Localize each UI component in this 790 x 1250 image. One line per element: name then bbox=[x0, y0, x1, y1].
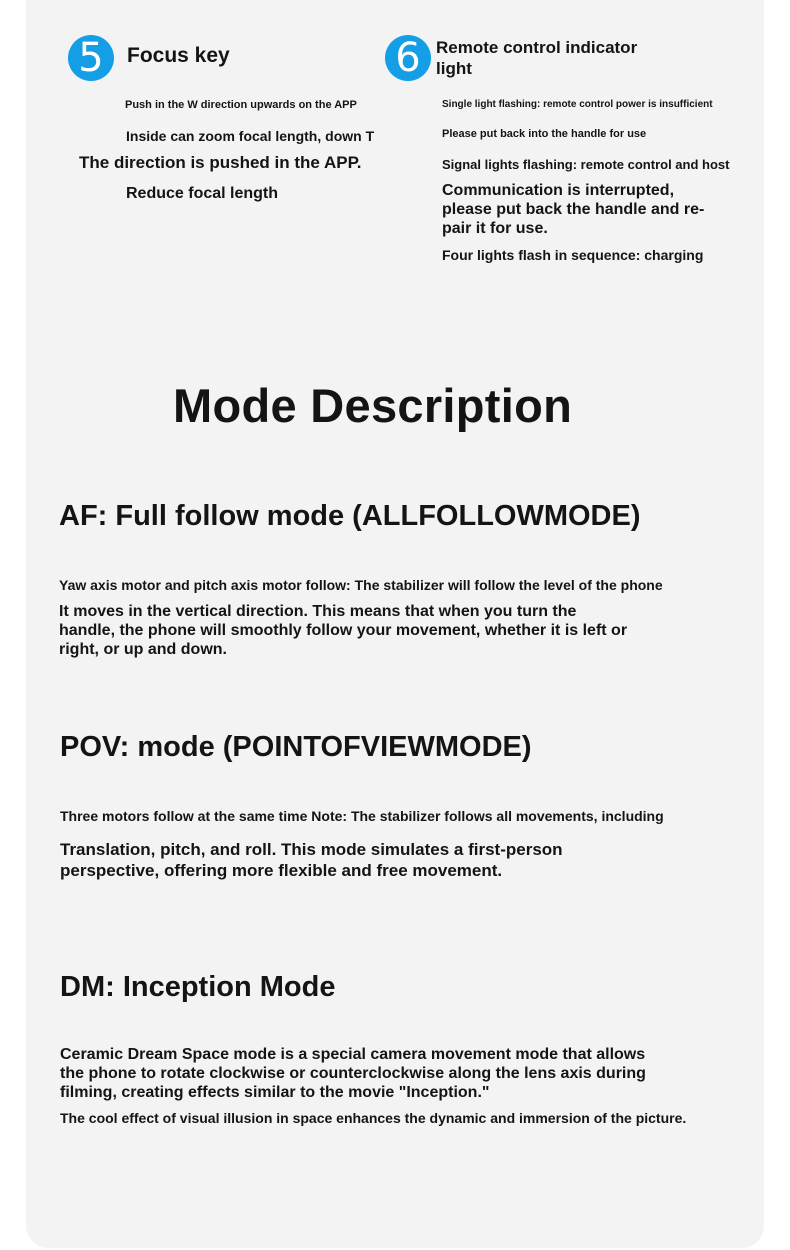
remote-light-line-3: Signal lights flashing: remote control and host bbox=[442, 157, 730, 172]
number-badge-5: 5 bbox=[68, 35, 114, 81]
section-title: Mode Description bbox=[173, 379, 573, 432]
remote-light-line-6: pair it for use. bbox=[442, 220, 548, 237]
number-badge-6: 6 bbox=[385, 35, 431, 81]
af-mode-paragraph bbox=[59, 602, 627, 659]
remote-light-title bbox=[436, 37, 637, 79]
remote-light-line-5: please put back the handle and re- bbox=[442, 201, 705, 218]
af-mode-line-1: It moves in the vertical direction. This means that when you turn the bbox=[59, 603, 577, 620]
af-mode-heading: AF: Full follow mode (ALLFOLLOWMODE) bbox=[59, 500, 641, 532]
remote-light-line-2: Please put back into the handle for use bbox=[442, 128, 647, 140]
remote-light-line-7: Four lights flash in sequence: charging bbox=[442, 247, 704, 263]
focus-key-line-3: The direction is pushed in the APP. bbox=[79, 153, 362, 172]
af-mode-line-2: handle, the phone will smoothly follow your movement, whether it is left or bbox=[59, 622, 628, 639]
remote-light-title-line-2: light bbox=[436, 59, 472, 78]
af-mode-note: Yaw axis motor and pitch axis motor follow: The stabilizer will follow the level of the phone bbox=[59, 577, 663, 593]
pov-mode-note: Three motors follow at the same time Note: The stabilizer follows all movements, including bbox=[60, 808, 664, 824]
pov-mode-heading: POV: mode (POINTOFVIEWMODE) bbox=[60, 731, 532, 763]
remote-light-line-4: Communication is interrupted, bbox=[442, 182, 675, 199]
remote-light-line-1: Single light flashing: remote control power is insufficient bbox=[442, 99, 713, 110]
dm-mode-line-2: the phone to rotate clockwise or counterclockwise along the lens axis during bbox=[60, 1065, 646, 1082]
dm-mode-paragraph bbox=[60, 1045, 646, 1102]
pov-mode-line-2: perspective, offering more flexible and free movement. bbox=[60, 861, 503, 880]
focus-key-title: Focus key bbox=[127, 44, 230, 67]
focus-key-line-1: Push in the W direction upwards on the APP bbox=[125, 99, 357, 111]
pov-mode-line-1: Translation, pitch, and roll. This mode simulates a first-person bbox=[60, 840, 563, 859]
dm-mode-note: The cool effect of visual illusion in space enhances the dynamic and immersion of the picture. bbox=[60, 1110, 687, 1126]
focus-key-line-4: Reduce focal length bbox=[126, 185, 279, 202]
pov-mode-paragraph bbox=[60, 839, 563, 881]
dm-mode-heading: DM: Inception Mode bbox=[60, 971, 336, 1003]
remote-light-title-line-1: Remote control indicator bbox=[436, 38, 638, 57]
remote-light-paragraph bbox=[442, 181, 704, 238]
focus-key-line-2: Inside can zoom focal length, down T bbox=[126, 128, 375, 144]
af-mode-line-3: right, or up and down. bbox=[59, 641, 227, 658]
dm-mode-line-1: Ceramic Dream Space mode is a special camera movement mode that allows bbox=[60, 1046, 646, 1063]
dm-mode-line-3: filming, creating effects similar to the movie "Inception." bbox=[60, 1084, 490, 1101]
